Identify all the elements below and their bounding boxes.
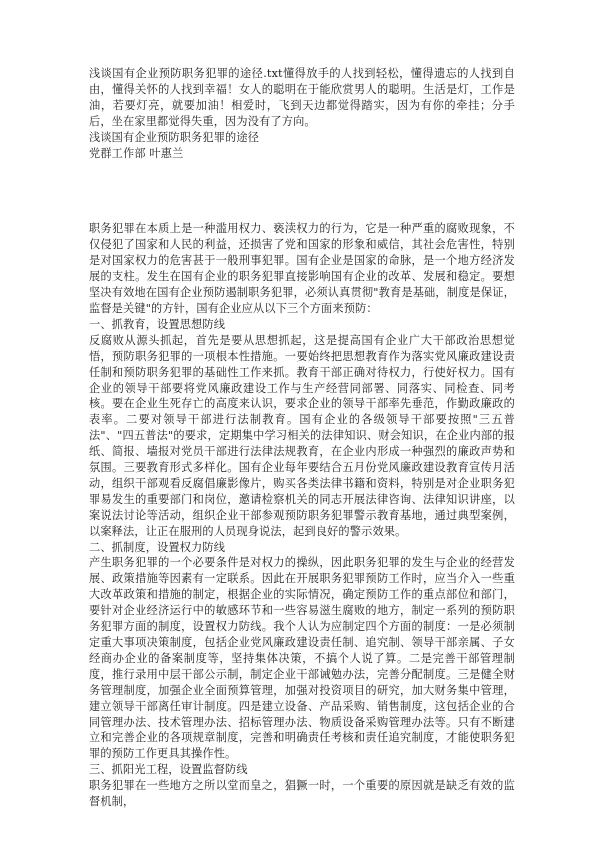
document-title: 浅谈国有企业预防职务犯罪的途径 xyxy=(89,130,260,144)
author-line: 党群工作部 叶惠兰 xyxy=(89,146,184,160)
body-paragraph: 职务犯罪在本质上是一种滥用权力、亵渎权力的行为，它是一种严重的腐败现象，不仅侵犯了国家和人民的利益，还损害了党和国家的形象和威信，其社会危害性，特别是对国家权力的危害甚于一般刑事犯罪。国有企业是国家的命脉，是一个地方经济发展的支柱。发生在国有企业的职务犯罪直接影响国有企业的改革、发展和稳定。要想坚决有效地在国有企业预防遏制职务犯罪，必须认真贯彻"教育是基础，制度是保证，监督是关键"的方针，国有企业应从以下三个方面来预防： xyxy=(89,222,515,315)
section-heading-supervision: 三、抓阳光工程，设置监督防线 xyxy=(89,763,248,777)
document-body xyxy=(89,221,515,810)
intro-paragraph: 浅谈国有企业预防职务犯罪的途径.txt懂得放手的人找到轻松，懂得遗忘的人找到自由，懂得关怀的人找到幸福！女人的聪明在于能欣赏男人的聪明。生活是灯，工作是油，若要灯亮，就要加油！相爱时，飞到天边都觉得踏实，因为有你的牵挂；分手后，坐在家里都觉得失重，因为没有了方向。 xyxy=(89,67,515,128)
section-heading-education: 一、抓教育，设置思想防线 xyxy=(89,317,226,331)
section-heading-system: 二、抓制度，设置权力防线 xyxy=(89,540,226,554)
body-paragraph: 产生职务犯罪的一个必要条件是对权力的操纵，因此职务犯罪的发生与企业的经营发展、政策措施等因素有一定联系。因此在开展职务犯罪预防工作时，应当介入一些重大改革政策和措施的制定，根据企业的实际情况，确定预防工作的重点部位和部门，要针对企业经济运行中的敏感环节和一些容易滋生腐败的地方，制定一系列的预防职务犯罪方面的制度，设置权力防线。我个人认为应制定四个方面的制度：一是必须制定重大事项决策制度，包括企业党风廉政建设责任制、追究制、领导干部亲属、子女经商办企业的备案制度等，坚持集体决策，不搞个人说了算。二是完善干部管理制度，推行录用中层干部公示制，制定企业干部诫勉办法，完善分配制度。三是健全财务管理制度，加强企业全面预算管理，加强对投资项目的研究，加大财务集中管理，建立领导干部离任审计制度。四是建立设备、产品采购、销售制度，这包括企业的合同管理办法、技术管理办法、招标管理办法、物质设备采购管理办法等。只有不断建立和完善企业的各项规章制度，完善和明确责任考核和责任追究制度，才能使职务犯罪的预防工作更具其操作性。 xyxy=(89,556,515,761)
body-paragraph: 职务犯罪在一些地方之所以堂而皇之，猖獗一时，一个重要的原因就是缺乏有效的监督机制， xyxy=(89,779,515,809)
document-page xyxy=(89,66,515,810)
body-paragraph: 反腐败从源头抓起，首先是要从思想抓起，这是提高国有企业广大干部政治思想觉悟，预防职务犯罪的一项根本性措施。一要始终把思想教育作为落实党风廉政建设责任制和预防职务犯罪的基础性工作来抓。教育干部正确对待权力，行使好权力。国有企业的领导干部要将党风廉政建设工作与生产经营同部署、同落实、同检查、同考核。要在企业生死存亡的高度来认识，要求企业的领导干部率先垂范，作勤政廉政的表率。二要对领导干部进行法制教育。国有企业的各级领导干部要按照"三五普法"、"四五普法"的要求，定期集中学习相关的法律知识、财会知识，在企业内部的报纸、简报、墙报对党员干部进行法律法规教育，在企业内形成一种强烈的廉政声势和氛围。三要教育形式多样化。国有企业每年要结合五月份党风廉政建设教育宣传月活动，组织干部观看反腐倡廉影像片，购买各类法律书籍和资料，特别是对企业职务犯罪易发生的重要部门和岗位，邀请检察机关的同志开展法律咨询、法律知识讲座，以案说法讨论等活动，组织企业干部参观预防职务犯罪警示教育基地，通过典型案例，以案释法，让正在服刑的人员现身说法，起到良好的警示效果。 xyxy=(89,333,515,538)
